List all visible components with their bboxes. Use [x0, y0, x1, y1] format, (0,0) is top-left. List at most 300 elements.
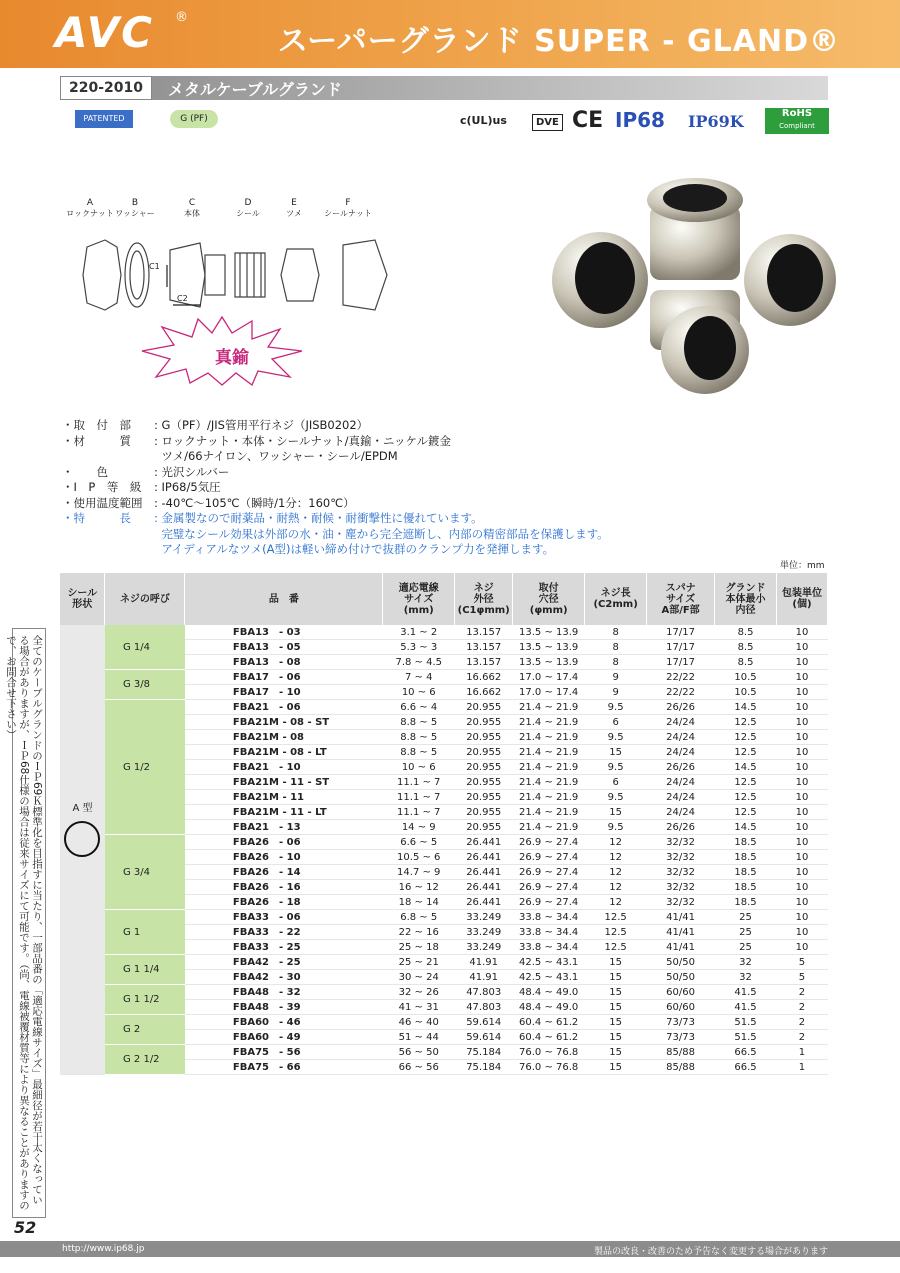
spec-ip: ・I P 等 級 : IP68/5気圧 [62, 480, 221, 494]
table-cell: 16.662 [455, 670, 513, 685]
thread-size-cell: G 2 1/2 [105, 1045, 185, 1075]
table-cell: 10 [776, 895, 827, 910]
table-cell: 33.8 ~ 34.4 [513, 940, 585, 955]
table-cell: 14.5 [715, 700, 777, 715]
table-header-7: スパナ サイズ A部/F部 [647, 573, 715, 625]
ip68-logo: IP68 [615, 108, 665, 132]
product-code: 220-2010 [60, 76, 152, 100]
table-cell: 10.5 [715, 670, 777, 685]
seal-type-cell [60, 625, 105, 1075]
table-cell: 12 [585, 880, 647, 895]
table-cell: 6.6 ~ 4 [383, 700, 455, 715]
part-number-cell: FBA21M - 11 [185, 790, 383, 805]
table-cell: 21.4 ~ 21.9 [513, 820, 585, 835]
spec-feature-2: 完璧なシール効果は外部の水・油・塵から完全遮断し、内部の精密部品を保護します。 [161, 526, 609, 541]
table-cell: 9.5 [585, 790, 647, 805]
spec-table [60, 573, 828, 1075]
table-cell: 12 [585, 895, 647, 910]
table-cell: 33.249 [455, 940, 513, 955]
spec-temp: ・使用温度範囲 : -40℃～105℃（瞬時/1分：160℃） [62, 495, 355, 510]
table-cell: 18.5 [715, 895, 777, 910]
table-cell: 10 [776, 715, 827, 730]
table-cell: 32/32 [647, 865, 715, 880]
table-cell: 10 [776, 760, 827, 775]
spec-mount: ・取 付 部 : G（PF）/JIS管用平行ネジ（JISB0202） [62, 418, 369, 432]
table-cell: 24/24 [647, 745, 715, 760]
part-a-label: A ロックナット [66, 198, 114, 218]
table-cell: 32/32 [647, 880, 715, 895]
table-cell: 33.8 ~ 34.4 [513, 925, 585, 940]
table-cell: 18.5 [715, 850, 777, 865]
table-cell: 32 ~ 26 [383, 985, 455, 1000]
header-bar [0, 0, 900, 68]
table-cell: 24/24 [647, 805, 715, 820]
table-cell: 10 [776, 880, 827, 895]
table-cell: 21.4 ~ 21.9 [513, 745, 585, 760]
table-cell: 50/50 [647, 955, 715, 970]
brand-logo: AVC [55, 8, 154, 57]
table-cell: 21.4 ~ 21.9 [513, 805, 585, 820]
seal-type-label: A 型 [72, 803, 93, 814]
part-number-cell: FBA48 - 32 [185, 985, 383, 1000]
table-cell: 7 ~ 4 [383, 670, 455, 685]
table-cell: 75.184 [455, 1045, 513, 1060]
table-cell: 10 [776, 910, 827, 925]
table-row [60, 700, 828, 715]
part-number-cell: FBA21M - 11 - LT [185, 805, 383, 820]
table-row [60, 625, 828, 640]
table-cell: 20.955 [455, 790, 513, 805]
part-d-label: D シール [236, 198, 260, 218]
table-cell: 41/41 [647, 925, 715, 940]
table-cell: 24/24 [647, 715, 715, 730]
table-cell: 15 [585, 745, 647, 760]
thread-size-cell: G 1 1/2 [105, 985, 185, 1015]
table-cell: 5.3 ~ 3 [383, 640, 455, 655]
table-cell: 13.5 ~ 13.9 [513, 655, 585, 670]
table-cell: 11.1 ~ 7 [383, 775, 455, 790]
table-cell: 9.5 [585, 820, 647, 835]
table-cell: 12.5 [715, 805, 777, 820]
table-cell: 33.8 ~ 34.4 [513, 910, 585, 925]
table-cell: 51.5 [715, 1015, 777, 1030]
table-cell: 22 ~ 16 [383, 925, 455, 940]
unit-label: 単位：mm [780, 561, 825, 571]
table-cell: 22/22 [647, 670, 715, 685]
table-cell: 8.5 [715, 655, 777, 670]
table-cell: 15 [585, 955, 647, 970]
table-cell: 13.157 [455, 655, 513, 670]
table-header-6: ネジ長 (C2mm) [585, 573, 647, 625]
table-cell: 3.1 ~ 2 [383, 625, 455, 640]
table-cell: 8 [585, 640, 647, 655]
part-number-cell: FBA21M - 08 - ST [185, 715, 383, 730]
table-cell: 20.955 [455, 805, 513, 820]
table-header-4: ネジ 外径 (C1φmm) [455, 573, 513, 625]
part-number-cell: FBA26 - 10 [185, 850, 383, 865]
table-cell: 12 [585, 865, 647, 880]
part-number-cell: FBA48 - 39 [185, 1000, 383, 1015]
table-cell: 20.955 [455, 700, 513, 715]
table-cell: 5 [776, 955, 827, 970]
section-bar [60, 76, 828, 100]
part-number-cell: FBA21 - 13 [185, 820, 383, 835]
table-cell: 26.9 ~ 27.4 [513, 865, 585, 880]
table-header-5: 取付 穴径 (φmm) [513, 573, 585, 625]
table-cell: 10 ~ 6 [383, 685, 455, 700]
thread-size-cell: G 1/4 [105, 625, 185, 670]
table-cell: 20.955 [455, 715, 513, 730]
table-cell: 6 [585, 775, 647, 790]
table-cell: 47.803 [455, 1000, 513, 1015]
table-cell: 15 [585, 805, 647, 820]
table-row [60, 670, 828, 685]
table-cell: 2 [776, 1000, 827, 1015]
spec-list [62, 418, 609, 558]
table-cell: 26/26 [647, 820, 715, 835]
part-e-label: E ツメ [286, 198, 302, 218]
footer-notice: 製品の改良・改善のため予告なく変更する場合があります [593, 1247, 828, 1257]
table-cell: 56 ~ 50 [383, 1045, 455, 1060]
table-cell: 47.803 [455, 985, 513, 1000]
table-cell: 13.5 ~ 13.9 [513, 640, 585, 655]
part-number-cell: FBA33 - 06 [185, 910, 383, 925]
table-cell: 41.5 [715, 985, 777, 1000]
table-header-2: 品 番 [185, 573, 383, 625]
table-cell: 14 ~ 9 [383, 820, 455, 835]
part-number-cell: FBA60 - 49 [185, 1030, 383, 1045]
table-cell: 25 ~ 18 [383, 940, 455, 955]
part-number-cell: FBA26 - 16 [185, 880, 383, 895]
table-cell: 10 [776, 850, 827, 865]
ce-logo: CE [572, 108, 604, 133]
table-cell: 12.5 [715, 790, 777, 805]
table-cell: 14.5 [715, 820, 777, 835]
table-cell: 14.5 [715, 760, 777, 775]
table-cell: 10 [776, 820, 827, 835]
part-number-cell: FBA26 - 18 [185, 895, 383, 910]
table-cell: 20.955 [455, 745, 513, 760]
table-cell: 5 [776, 970, 827, 985]
thread-size-cell: G 3/8 [105, 670, 185, 700]
table-cell: 48.4 ~ 49.0 [513, 1000, 585, 1015]
table-cell: 13.157 [455, 640, 513, 655]
table-cell: 12.5 [585, 940, 647, 955]
table-cell: 7.8 ~ 4.5 [383, 655, 455, 670]
table-cell: 8 [585, 625, 647, 640]
ul-logo: c(UL)us [460, 114, 507, 127]
table-cell: 32/32 [647, 850, 715, 865]
thread-size-cell: G 1/2 [105, 700, 185, 835]
table-cell: 9.5 [585, 730, 647, 745]
table-cell: 16 ~ 12 [383, 880, 455, 895]
patented-badge: PATENTED [75, 110, 133, 128]
table-cell: 26.9 ~ 27.4 [513, 895, 585, 910]
table-cell: 41.91 [455, 970, 513, 985]
table-cell: 76.0 ~ 76.8 [513, 1045, 585, 1060]
table-cell: 41 ~ 31 [383, 1000, 455, 1015]
table-cell: 66.5 [715, 1045, 777, 1060]
exploded-diagram [75, 235, 395, 315]
table-cell: 20.955 [455, 730, 513, 745]
thread-size-cell: G 2 [105, 1015, 185, 1045]
table-cell: 17.0 ~ 17.4 [513, 670, 585, 685]
table-cell: 10.5 [715, 685, 777, 700]
table-cell: 6.6 ~ 5 [383, 835, 455, 850]
part-number-cell: FBA75 - 56 [185, 1045, 383, 1060]
table-cell: 12.5 [585, 910, 647, 925]
table-header-3: 適応電線 サイズ (mm) [383, 573, 455, 625]
table-header-9: 包装単位 (個) [776, 573, 827, 625]
gland-right [744, 234, 836, 326]
table-cell: 60/60 [647, 985, 715, 1000]
table-cell: 26.9 ~ 27.4 [513, 835, 585, 850]
table-cell: 10 [776, 775, 827, 790]
table-cell: 60.4 ~ 61.2 [513, 1015, 585, 1030]
thread-badge: G (PF) [170, 110, 218, 128]
table-cell: 17/17 [647, 655, 715, 670]
table-cell: 21.4 ~ 21.9 [513, 775, 585, 790]
table-row [60, 1015, 828, 1030]
table-cell: 32 [715, 955, 777, 970]
table-cell: 17/17 [647, 640, 715, 655]
table-cell: 26.441 [455, 850, 513, 865]
table-cell: 6.8 ~ 5 [383, 910, 455, 925]
ip69k-logo: IP69K [688, 112, 744, 131]
part-number-cell: FBA21M - 08 - LT [185, 745, 383, 760]
part-c-label: C 本体 [184, 198, 200, 218]
side-note-text: 全てのケーブルグランドのＩＰ69Ｋ標準化を目指すに当たり、一部品番の「適応電線サイズ」最細径が若干太くなっている場合がありますが、ＩＰ68仕様の場合は従来サイズにて可能です。（尚、電線被覆材質等により異なることがありますので、お問合せ下さい） [5, 635, 43, 1211]
thread-size-cell: G 1 1/4 [105, 955, 185, 985]
table-cell: 33.249 [455, 925, 513, 940]
table-cell: 1 [776, 1060, 827, 1075]
table-cell: 26.441 [455, 835, 513, 850]
table-cell: 25 [715, 910, 777, 925]
table-cell: 6 [585, 715, 647, 730]
washer-shape [125, 243, 149, 307]
table-cell: 41/41 [647, 910, 715, 925]
table-cell: 32 [715, 970, 777, 985]
product-photo [550, 170, 840, 400]
table-cell: 73/73 [647, 1015, 715, 1030]
table-cell: 12 [585, 835, 647, 850]
table-cell: 8.5 [715, 640, 777, 655]
table-cell: 8.5 [715, 625, 777, 640]
table-cell: 25 [715, 940, 777, 955]
table-cell: 8.8 ~ 5 [383, 730, 455, 745]
table-cell: 15 [585, 1045, 647, 1060]
gland-back [647, 178, 743, 280]
table-cell: 85/88 [647, 1045, 715, 1060]
table-cell: 13.157 [455, 625, 513, 640]
table-row [60, 1045, 828, 1060]
table-cell: 12.5 [585, 925, 647, 940]
table-cell: 66.5 [715, 1060, 777, 1075]
sealnut-shape [343, 240, 387, 310]
table-cell: 2 [776, 985, 827, 1000]
table-cell: 8 [585, 655, 647, 670]
table-cell: 33.249 [455, 910, 513, 925]
table-cell: 25 [715, 925, 777, 940]
table-cell: 15 [585, 970, 647, 985]
part-number-cell: FBA75 - 66 [185, 1060, 383, 1075]
table-cell: 73/73 [647, 1030, 715, 1045]
spec-color: ・ 色 : 光沢シルバー [62, 464, 230, 479]
table-cell: 20.955 [455, 760, 513, 775]
table-cell: 11.1 ~ 7 [383, 790, 455, 805]
table-cell: 24/24 [647, 790, 715, 805]
rohs-compliant: Compliant [779, 122, 815, 130]
table-cell: 76.0 ~ 76.8 [513, 1060, 585, 1075]
table-cell: 48.4 ~ 49.0 [513, 985, 585, 1000]
material-badge-text: 真鍮 [215, 348, 249, 368]
rohs-logo [765, 108, 829, 134]
table-cell: 11.1 ~ 7 [383, 805, 455, 820]
table-cell: 10 [776, 625, 827, 640]
table-cell: 26/26 [647, 760, 715, 775]
table-cell: 41.5 [715, 1000, 777, 1015]
table-cell: 21.4 ~ 21.9 [513, 715, 585, 730]
table-cell: 46 ~ 40 [383, 1015, 455, 1030]
table-cell: 18.5 [715, 865, 777, 880]
table-cell: 26.441 [455, 865, 513, 880]
dve-logo: DVE [532, 114, 563, 131]
table-cell: 59.614 [455, 1015, 513, 1030]
part-number-cell: FBA33 - 25 [185, 940, 383, 955]
table-cell: 15 [585, 1015, 647, 1030]
table-cell: 10 [776, 925, 827, 940]
table-row [60, 835, 828, 850]
part-f-label: F シールナット [324, 198, 372, 218]
dim-c1: C1 [149, 262, 160, 271]
table-cell: 10 [776, 745, 827, 760]
table-cell: 9 [585, 670, 647, 685]
part-number-cell: FBA17 - 06 [185, 670, 383, 685]
table-cell: 66 ~ 56 [383, 1060, 455, 1075]
table-cell: 17.0 ~ 17.4 [513, 685, 585, 700]
side-note-box [5, 628, 46, 1218]
table-cell: 22/22 [647, 685, 715, 700]
page-title: スーパーグランド SUPER - GLAND® [277, 24, 840, 59]
table-cell: 10 [776, 835, 827, 850]
table-cell: 12 [585, 850, 647, 865]
table-cell: 8.8 ~ 5 [383, 715, 455, 730]
table-cell: 10 [776, 700, 827, 715]
table-cell: 42.5 ~ 43.1 [513, 970, 585, 985]
spec-feature: ・特 長 : 金属製なので耐薬品・耐熱・耐候・耐衝撃性に優れています。 [62, 511, 483, 525]
part-number-cell: FBA21M - 11 - ST [185, 775, 383, 790]
dim-c2: C2 [177, 294, 188, 303]
table-cell: 12.5 [715, 745, 777, 760]
table-cell: 75.184 [455, 1060, 513, 1075]
table-cell: 16.662 [455, 685, 513, 700]
table-cell: 21.4 ~ 21.9 [513, 730, 585, 745]
table-row [60, 985, 828, 1000]
table-cell: 9 [585, 685, 647, 700]
table-cell: 10.5 ~ 6 [383, 850, 455, 865]
table-cell: 51.5 [715, 1030, 777, 1045]
footer-url: http://www.ip68.jp [62, 1244, 145, 1254]
table-header-1: ネジの呼び [105, 573, 185, 625]
table-cell: 10 [776, 730, 827, 745]
table-cell: 25 ~ 21 [383, 955, 455, 970]
table-cell: 51 ~ 44 [383, 1030, 455, 1045]
table-header-0: シール 形状 [60, 573, 105, 625]
thread-size-cell: G 3/4 [105, 835, 185, 910]
table-cell: 15 [585, 985, 647, 1000]
table-cell: 26/26 [647, 700, 715, 715]
part-number-cell: FBA21M - 08 [185, 730, 383, 745]
part-number-cell: FBA13 - 05 [185, 640, 383, 655]
table-cell: 14.7 ~ 9 [383, 865, 455, 880]
section-title: メタルケーブルグランド [168, 80, 342, 99]
table-cell: 18.5 [715, 835, 777, 850]
part-number-cell: FBA26 - 14 [185, 865, 383, 880]
part-number-cell: FBA17 - 10 [185, 685, 383, 700]
table-row [60, 955, 828, 970]
table-cell: 9.5 [585, 760, 647, 775]
table-cell: 12.5 [715, 775, 777, 790]
table-cell: 41.91 [455, 955, 513, 970]
part-number-cell: FBA13 - 03 [185, 625, 383, 640]
table-cell: 59.614 [455, 1030, 513, 1045]
table-cell: 10 [776, 685, 827, 700]
part-number-cell: FBA13 - 08 [185, 655, 383, 670]
table-cell: 10 [776, 655, 827, 670]
table-cell: 26.9 ~ 27.4 [513, 850, 585, 865]
table-cell: 26.441 [455, 895, 513, 910]
part-number-cell: FBA33 - 22 [185, 925, 383, 940]
table-cell: 17/17 [647, 625, 715, 640]
table-cell: 10 [776, 940, 827, 955]
part-number-cell: FBA42 - 30 [185, 970, 383, 985]
rohs-label: RoHS [781, 108, 813, 119]
table-cell: 10 [776, 790, 827, 805]
table-row [60, 910, 828, 925]
table-cell: 60.4 ~ 61.2 [513, 1030, 585, 1045]
table-cell: 15 [585, 1060, 647, 1075]
thread-size-cell: G 1 [105, 910, 185, 955]
table-cell: 15 [585, 1000, 647, 1015]
table-cell: 41/41 [647, 940, 715, 955]
table-cell: 12.5 [715, 715, 777, 730]
table-cell: 50/50 [647, 970, 715, 985]
table-cell: 18 ~ 14 [383, 895, 455, 910]
table-cell: 21.4 ~ 21.9 [513, 760, 585, 775]
table-cell: 24/24 [647, 730, 715, 745]
table-cell: 21.4 ~ 21.9 [513, 790, 585, 805]
table-cell: 8.8 ~ 5 [383, 745, 455, 760]
table-cell: 30 ~ 24 [383, 970, 455, 985]
spec-feature-3: アイディアルなツメ(A型)は軽い締め付けで抜群のクランプ力を発揮します。 [161, 542, 555, 556]
table-cell: 60/60 [647, 1000, 715, 1015]
table-cell: 15 [585, 1030, 647, 1045]
table-cell: 2 [776, 1030, 827, 1045]
part-number-cell: FBA60 - 46 [185, 1015, 383, 1030]
table-cell: 20.955 [455, 820, 513, 835]
table-cell: 13.5 ~ 13.9 [513, 625, 585, 640]
gland-front [650, 290, 749, 394]
table-cell: 10 [776, 865, 827, 880]
table-cell: 26.9 ~ 27.4 [513, 880, 585, 895]
claw-shape [281, 249, 319, 301]
table-cell: 26.441 [455, 880, 513, 895]
table-cell: 10 [776, 670, 827, 685]
part-number-cell: FBA21 - 06 [185, 700, 383, 715]
table-cell: 21.4 ~ 21.9 [513, 700, 585, 715]
locknut-shape [83, 240, 121, 310]
table-cell: 32/32 [647, 895, 715, 910]
